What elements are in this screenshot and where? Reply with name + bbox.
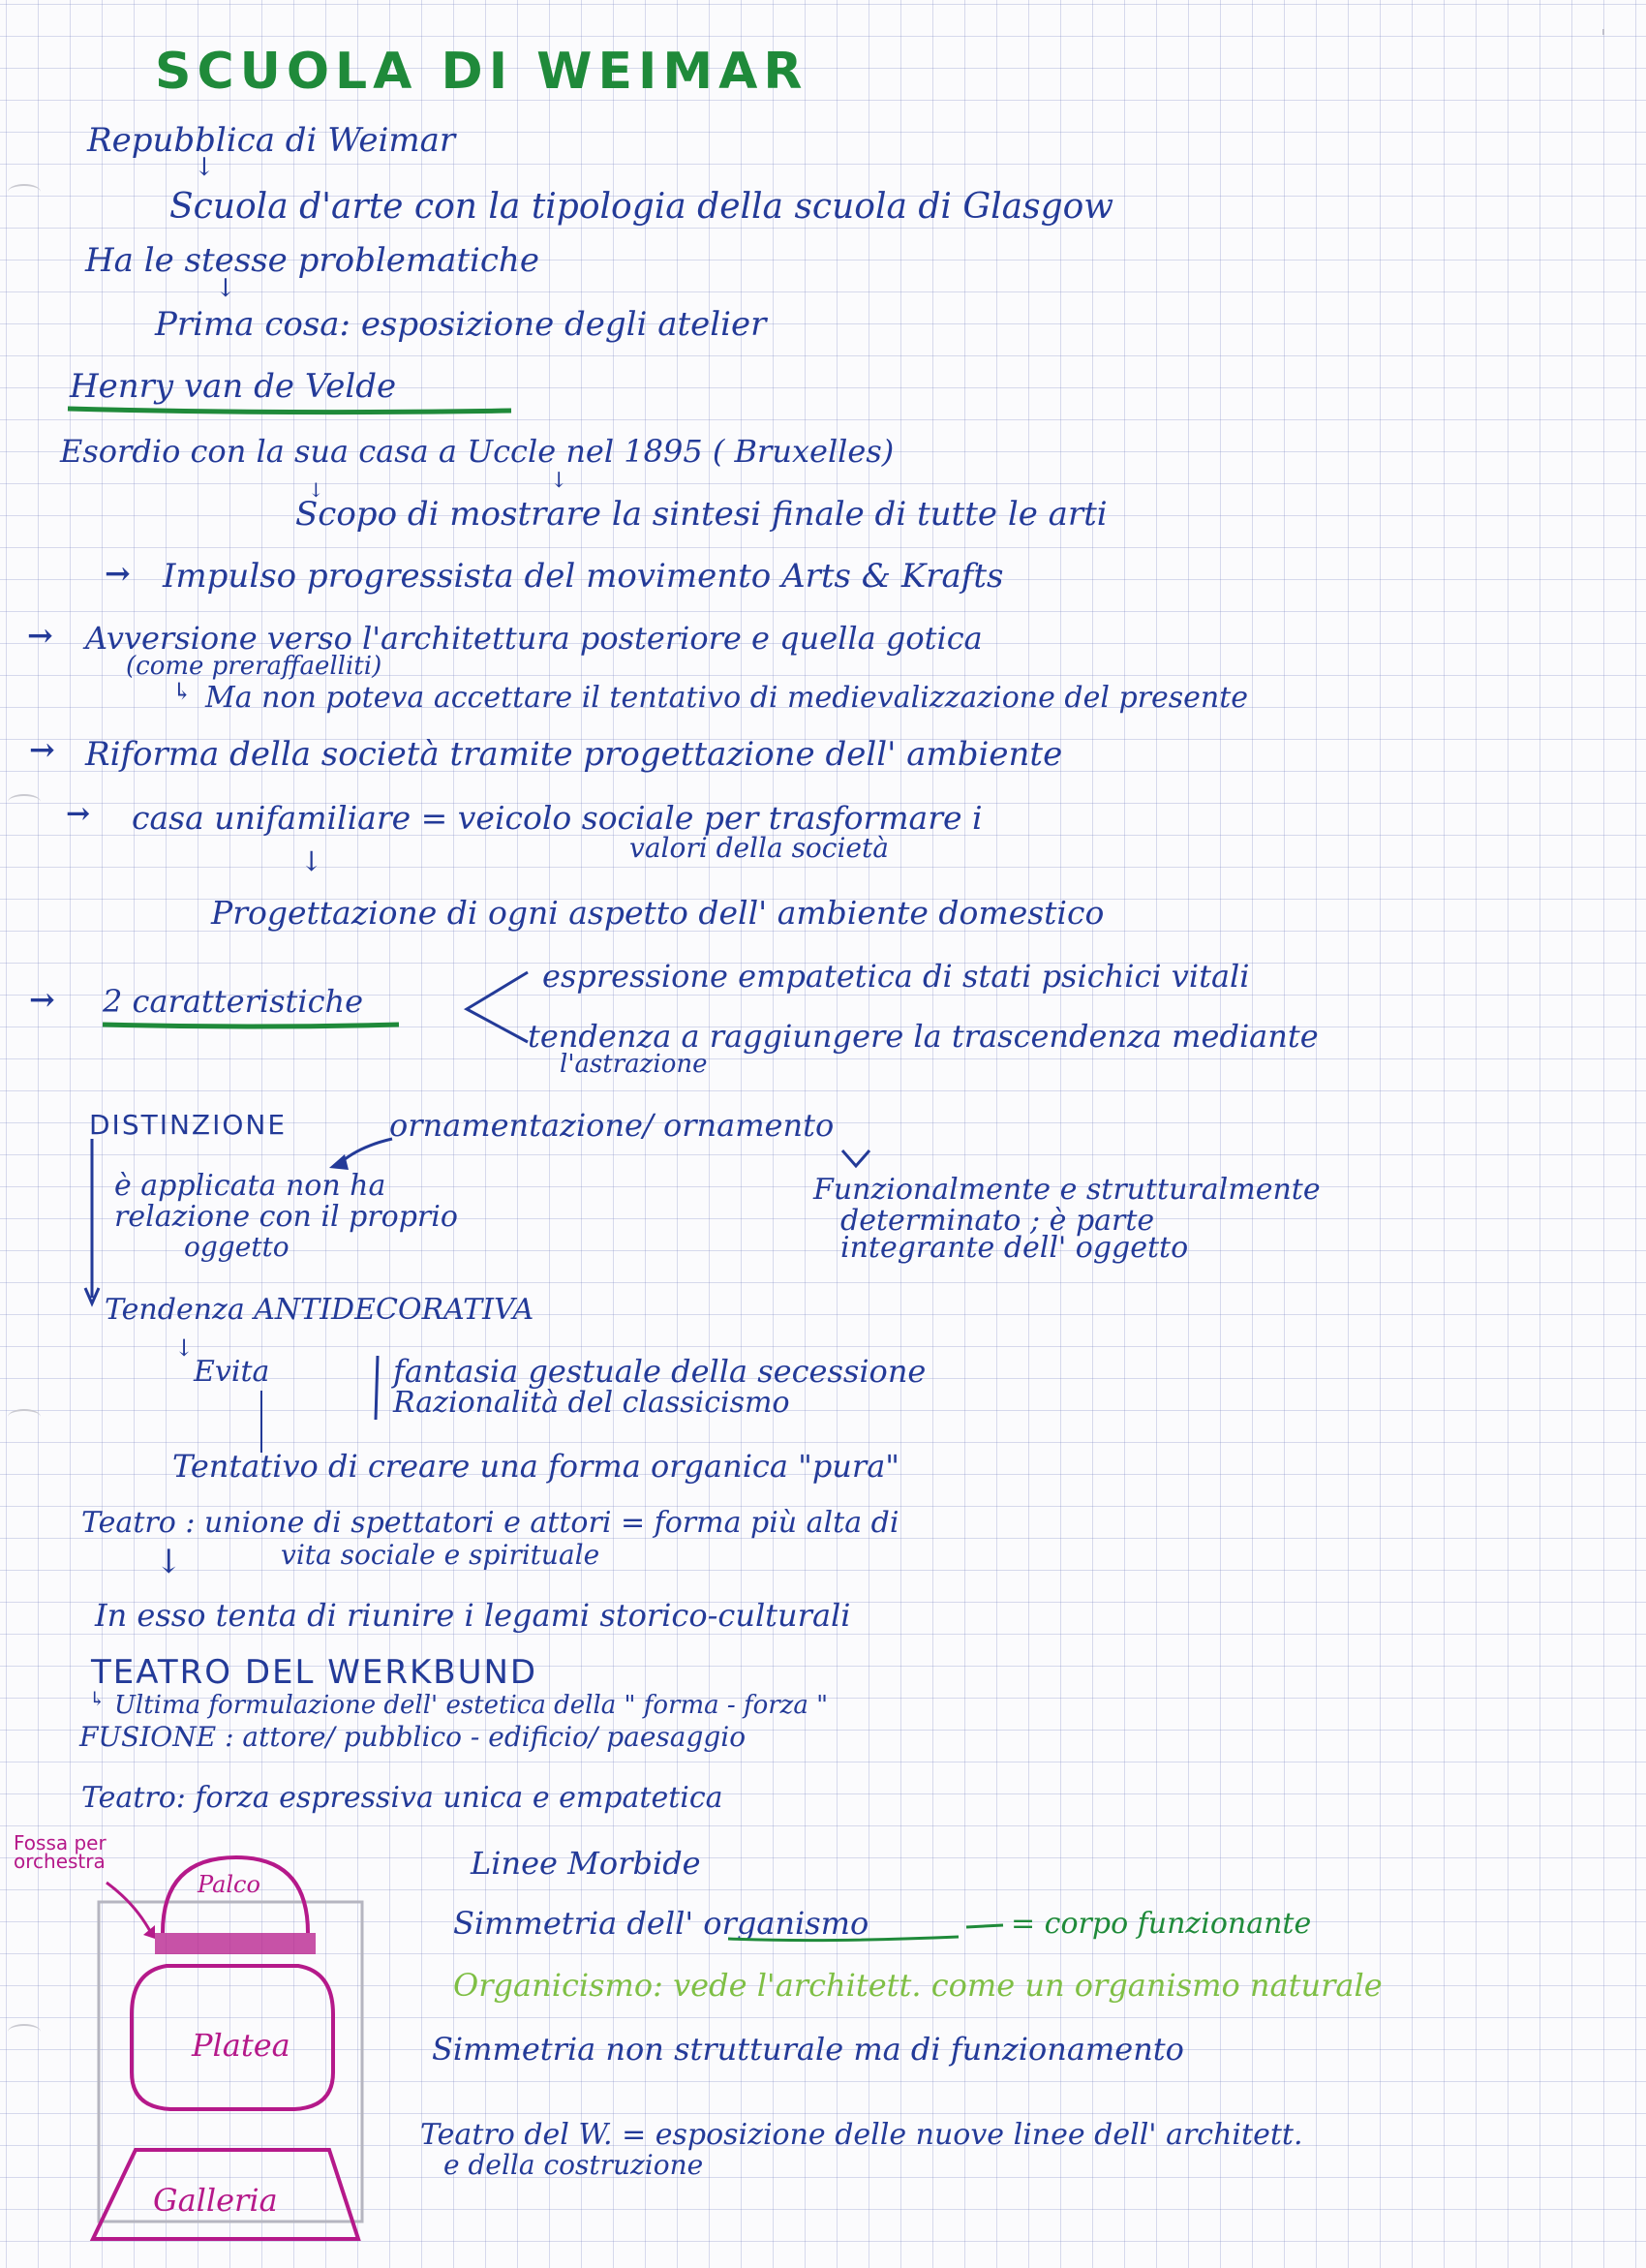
note-line: Funzionalmente e strutturalmente [813, 1173, 1321, 1207]
bracket [467, 972, 528, 1042]
note-line: Teatro: forza espressiva unica e empatetica [81, 1781, 723, 1815]
note-line: Simmetria dell' organismo [453, 1905, 869, 1942]
note-line: Progettazione di ogni aspetto dell' ambiente domestico [211, 894, 1105, 932]
note-line: espressione empatetica di stati psichici vitali [542, 958, 1250, 995]
arrow-icon: → [105, 555, 131, 592]
arrow-head [329, 1154, 349, 1170]
note-line: Tentativo di creare una forma organica "pura" [172, 1448, 899, 1485]
section-heading: 2 caratteristiche [103, 983, 364, 1020]
note-line: Impulso progressista del movimento Arts & Krafts [163, 557, 1004, 596]
note-line: Ma non poteva accettare il tentativo di medievalizzazione del presente [205, 681, 1249, 715]
note-line: tendenza a raggiungere la trascendenza mediante [528, 1018, 1319, 1055]
heading-underline [728, 1937, 959, 1941]
note-line: Esordio con la sua casa a Uccle nel 1895 ( Bruxelles) [60, 433, 895, 470]
note-line: Avversione verso l'architettura posteriore e quella gotica [85, 620, 983, 657]
down-arrow-icon: ↓ [308, 478, 324, 502]
sketch-label-orchestra: Fossa per orchestra [14, 1831, 107, 1873]
section-heading: Henry van de Velde [70, 367, 397, 406]
sketch-platea [132, 1966, 333, 2109]
note-line: Teatro del W. = esposizione delle nuove linee dell' architett. [420, 2118, 1303, 2152]
note-line: ornamentazione/ ornamento [389, 1107, 835, 1144]
note-line: determinato ; è parte [840, 1204, 1155, 1238]
note-line: Teatro : unione di spettatori e attori = forma più alta di [81, 1506, 899, 1540]
note-line: Linee Morbide [471, 1845, 701, 1882]
note-line: fantasia gestuale della secessione [393, 1353, 927, 1390]
arrow-icon: ↳ [172, 678, 193, 705]
down-arrow-icon: ↓ [300, 845, 323, 877]
down-arrow-icon: ↓ [194, 153, 215, 182]
heading-underline [103, 1025, 399, 1027]
note-line: Riforma della società tramite progettazione dell' ambiente [85, 735, 1063, 774]
note-line: Organicismo: vede l'architett. come un organismo naturale [453, 1967, 1383, 2004]
note-line: integrante dell' oggetto [840, 1231, 1189, 1265]
sketch-palco [163, 1857, 308, 1933]
sketch-orchestra-pit [155, 1933, 316, 1954]
note-line: Evita [194, 1355, 270, 1389]
note-line: relazione con il proprio [114, 1200, 458, 1234]
sketch-label-platea: Platea [192, 2027, 290, 2064]
note-line: Repubblica di Weimar [87, 121, 456, 160]
divider-bar [376, 1356, 378, 1420]
down-arrow-icon: ↓ [155, 1543, 183, 1581]
note-line: vita sociale e spirituale [281, 1539, 600, 1571]
sketch-label-palco: Palco [198, 1871, 260, 1898]
arrow-icon: → [29, 981, 55, 1018]
arrow-line [339, 1139, 392, 1164]
section-heading: TEATRO DEL WERKBUND [91, 1653, 538, 1692]
sketch-galleria [93, 2150, 358, 2239]
page-title: SCUOLA DI WEIMAR [155, 43, 808, 101]
heading-underline [68, 409, 511, 413]
down-arrow-icon: ↓ [550, 469, 568, 493]
arrow-icon: → [27, 617, 53, 654]
note-line: Scopo di mostrare la sintesi finale di tutte le arti [295, 495, 1108, 534]
note-line: Simmetria non strutturale ma di funzionamento [432, 2031, 1184, 2068]
sketch-label-galleria: Galleria [153, 2182, 278, 2219]
note-line: casa unifamiliare = veicolo sociale per trasformare i [132, 799, 983, 837]
note-line: Ultima formulazione dell' estetica della " forma - forza " [114, 1691, 829, 1720]
down-arrow-icon: ↓ [215, 274, 236, 303]
note-line: Razionalità del classicismo [393, 1386, 790, 1420]
note-line: Scuola d'arte con la tipologia della scuola di Glasgow [169, 187, 1114, 227]
arrow-icon: → [66, 797, 91, 831]
note-line: oggetto [184, 1231, 290, 1263]
note-line: DISTINZIONE [89, 1109, 288, 1141]
arrow-icon: → [29, 731, 55, 768]
down-arrow-icon: ↓ [174, 1334, 195, 1362]
arrow-line [966, 1925, 1003, 1927]
arrow-icon: ↳ [89, 1687, 106, 1710]
note-line: In esso tenta di riunire i legami storico-culturali [95, 1597, 851, 1634]
note-line: FUSIONE : attore/ pubblico - edificio/ paesaggio [79, 1721, 747, 1753]
note-line: e della costruzione [443, 2149, 704, 2181]
note-line: l'astrazione [560, 1050, 708, 1079]
note-line: = corpo funzionante [1011, 1907, 1312, 1941]
note-line: valori della società [629, 832, 889, 864]
note-line: Tendenza ANTIDECORATIVA [105, 1293, 534, 1327]
arrow-line [107, 1883, 151, 1933]
note-line: è applicata non ha [114, 1169, 386, 1203]
arrow-head [842, 1150, 869, 1166]
note-line: Prima cosa: esposizione degli atelier [155, 305, 767, 344]
note-line: Ha le stesse problematiche [85, 241, 539, 280]
note-line: (come preraffaelliti) [126, 652, 382, 681]
